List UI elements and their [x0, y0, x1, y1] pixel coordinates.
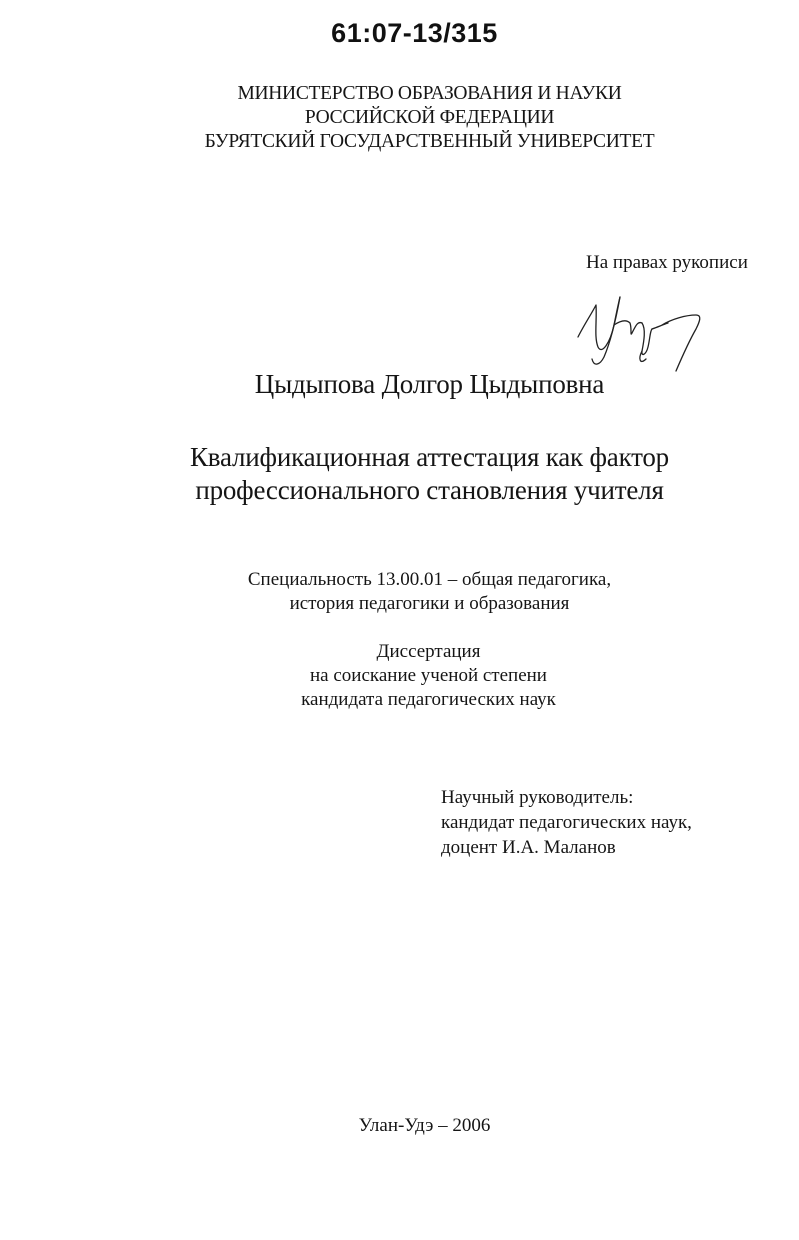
- degree-line: кандидата педагогических наук: [301, 689, 556, 710]
- rights-note: На правах рукописи: [586, 252, 748, 273]
- supervisor-block: [441, 785, 692, 860]
- author-name: Цыдыпова Долгор Цыдыповна: [254, 369, 605, 399]
- institution-line: БУРЯТСКИЙ ГОСУДАРСТВЕННЫЙ УНИВЕРСИТЕТ: [204, 131, 655, 152]
- supervisor-line: Научный руководитель:: [441, 787, 634, 808]
- thesis-title-line: профессионального становления учителя: [195, 475, 664, 505]
- supervisor-line: доцент И.А. Маланов: [441, 837, 616, 858]
- library-stamp-code: 61:07-13/315: [331, 18, 498, 48]
- degree-block: [0, 640, 799, 712]
- institution-line: РОССИЙСКОЙ ФЕДЕРАЦИИ: [304, 107, 555, 128]
- supervisor-line: кандидат педагогических наук,: [441, 812, 692, 833]
- institution-line: МИНИСТЕРСТВО ОБРАЗОВАНИЯ И НАУКИ: [237, 83, 622, 104]
- degree-line: Диссертация: [376, 641, 481, 662]
- specialty-line: история педагогики и образования: [289, 593, 570, 614]
- specialty-line: Специальность 13.00.01 – общая педагогика,: [247, 569, 612, 590]
- signature-icon: [570, 285, 720, 380]
- degree-line: на соискание ученой степени: [310, 665, 547, 686]
- place-and-year: Улан-Удэ – 2006: [358, 1115, 491, 1136]
- thesis-title: [0, 441, 799, 507]
- specialty-block: [0, 568, 799, 616]
- institution-block: [0, 82, 799, 154]
- thesis-title-line: Квалификационная аттестация как фактор: [190, 442, 669, 472]
